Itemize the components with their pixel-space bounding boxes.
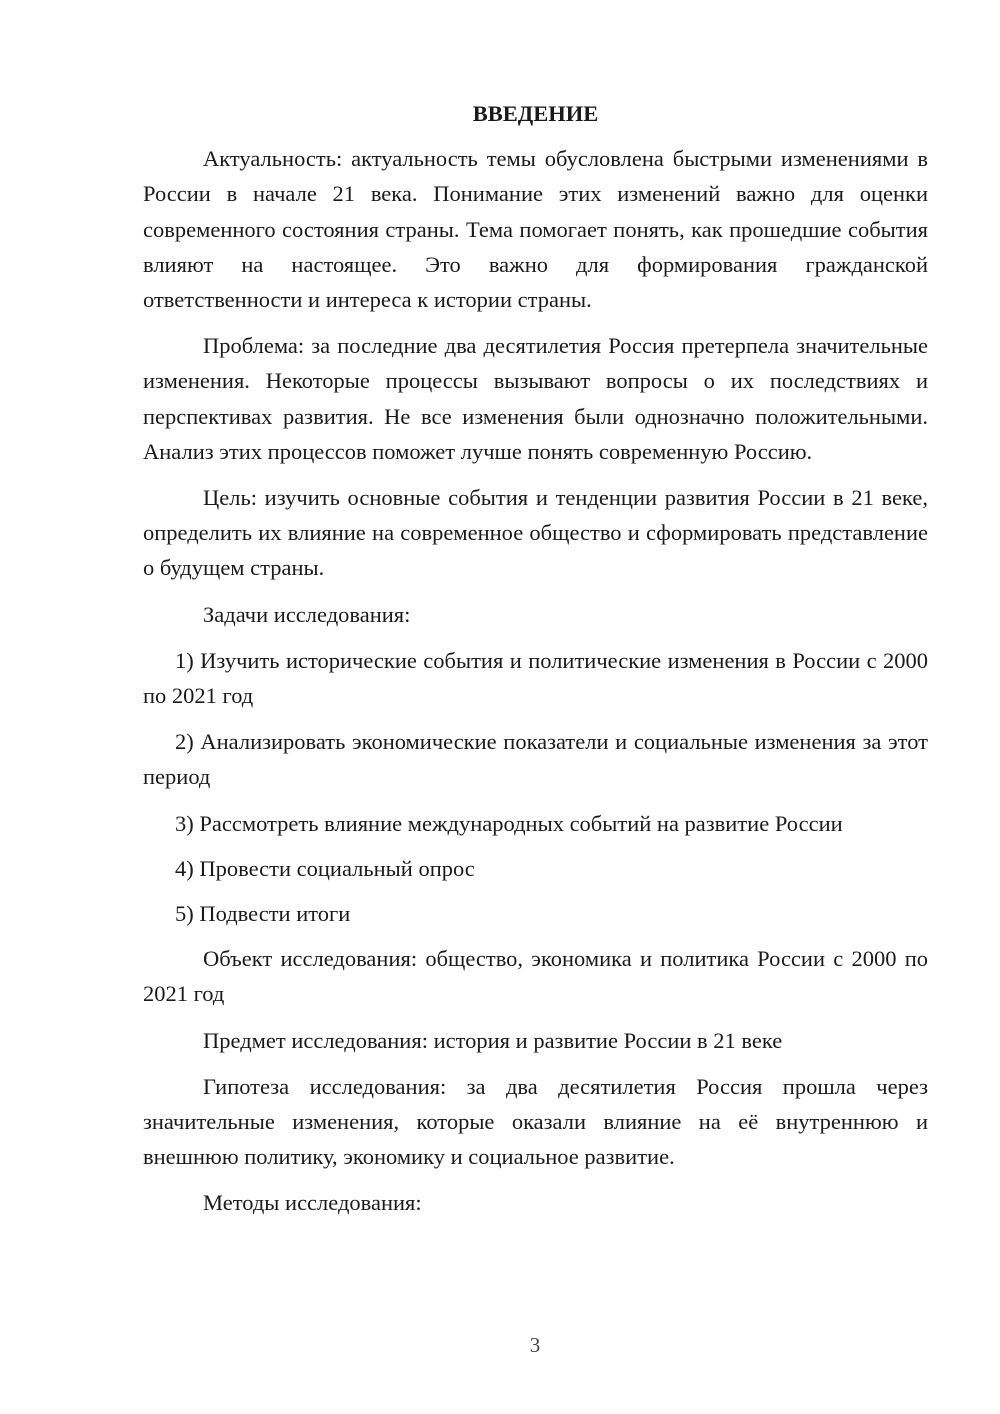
paragraph-tasks-heading: Задачи исследования: <box>203 601 411 627</box>
list-item: 1) Изучить исторические события и политические изменения в России с 2000 по 2021 год <box>143 647 928 709</box>
section-title: ВВЕДЕНИЕ <box>472 101 599 126</box>
paragraph-hypothesis: Гипотеза исследования: за два десятилетия Россия прошла через значительные изменения, которые оказали влияние на её внутреннюю и внешнюю политику, экономику и социальное развитие. <box>143 1073 928 1170</box>
list-item: 5) Подвести итоги <box>175 901 351 927</box>
paragraph-methods-heading: Методы исследования: <box>203 1190 422 1216</box>
page-number: 3 <box>529 1333 541 1357</box>
paragraph-object: Объект исследования: общество, экономика и политика России с 2000 по 2021 год <box>143 946 928 1007</box>
tasks-list <box>143 643 928 931</box>
paragraph-problem: Проблема: за последние два десятилетия Россия претерпела значительные изменения. Некоторые процессы вызывают вопросы о их последствиях и перспективах развития. Не все изменения были однозначно положительными. Анализ этих процессов поможет лучше понять современную Россию. <box>143 333 928 464</box>
list-item: 2) Анализировать экономические показатели и социальные изменения за этот период <box>143 729 928 790</box>
paragraph-goal: Цель: изучить основные события и тенденции развития России в 21 веке, определить их влияние на современное общество и сформировать представление о будущем страны. <box>143 485 928 581</box>
paragraph-relevance: Актуальность: актуальность темы обусловлена быстрыми изменениями в России в начале 21 века. Понимание этих изменений важно для оценки современного состояния страны. Тема помогает понять, как прошедшие события влияют на настоящее. Это важно для формирования гражданской ответственности и интереса к истории страны. <box>143 146 928 313</box>
paragraph-subject: Предмет исследования: история и развитие России в 21 веке <box>203 1027 783 1053</box>
document-page <box>143 96 928 1232</box>
list-item: 4) Провести социальный опрос <box>175 855 475 881</box>
list-item: 3) Рассмотреть влияние международных событий на развитие России <box>175 810 843 836</box>
